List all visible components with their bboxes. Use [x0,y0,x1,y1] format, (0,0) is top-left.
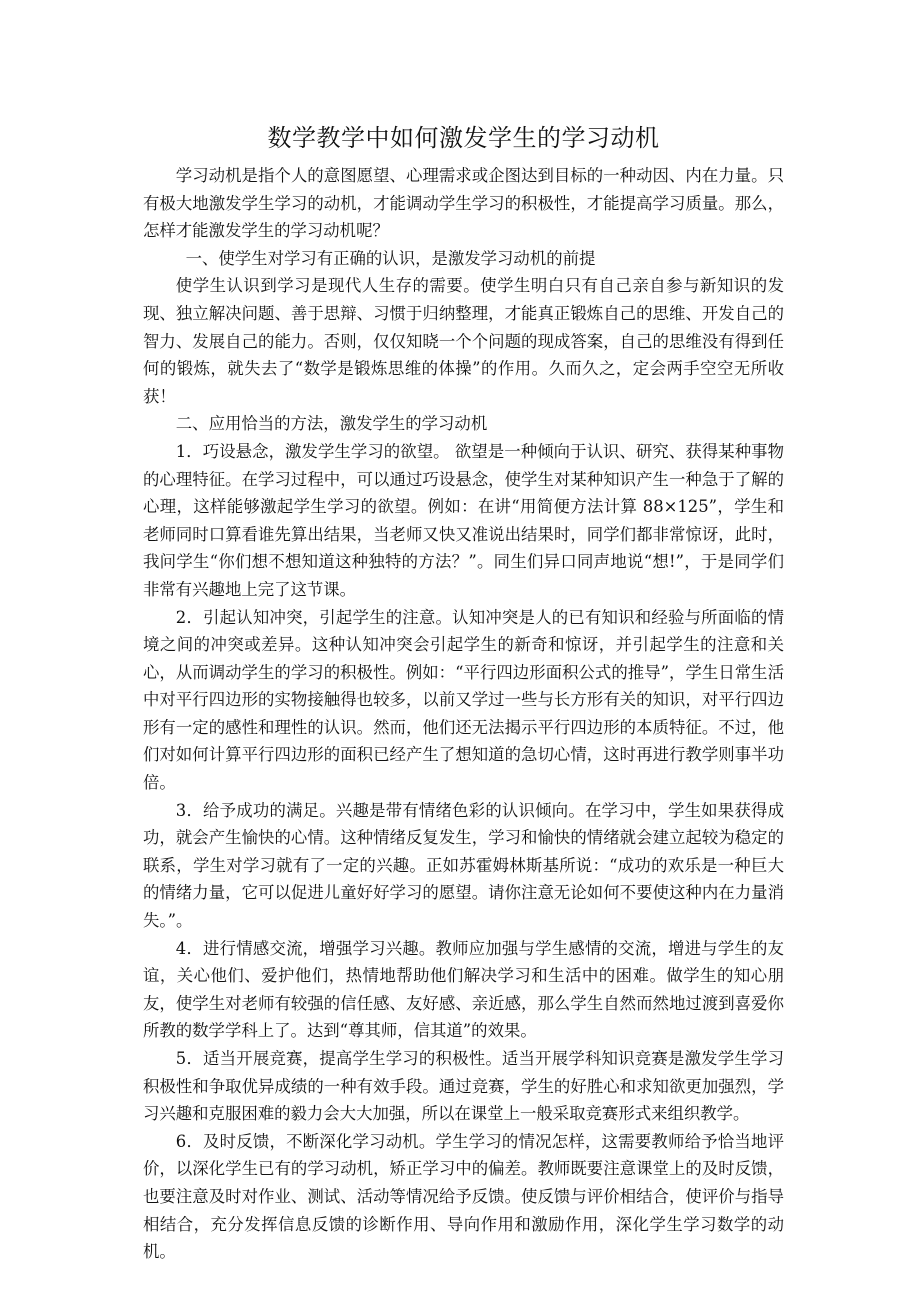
item-3-paragraph: 3．给予成功的满足。兴趣是带有情绪色彩的认识倾向。在学习中，学生如果获得成功，就会产生愉快的心情。这种情绪反复发生，学习和愉快的情绪就会建立起较为稳定的联系，学生对学习就有了一定的兴趣。正如苏霍姆林斯基所说：“成功的欢乐是一种巨大的情绪力量，它可以促进儿童好好学习的愿望。请你注意无论如何不要使这种内在力量消失。”。 [143,800,784,931]
item-2-paragraph: 2．引起认知冲突，引起学生的注意。认知冲突是人的已有知识和经验与所面临的情境之间的冲突或差异。这种认知冲突会引起学生的新奇和惊讶，并引起学生的注意和关心，从而调动学生的学习的积极性。例如：“平行四边形面积公式的推导”，学生日常生活中对平行四边形的实物接触得也较多，以前又学过一些与长方形有关的知识，对平行四边形有一定的感性和理性的认识。然而，他们还无法揭示平行四边形的本质特征。不过，他们对如何计算平行四边形的面积已经产生了想知道的急切心情，这时再进行教学则事半功倍。 [143,607,784,793]
item-6-paragraph: 6．及时反馈，不断深化学习动机。学生学习的情况怎样，这需要教师给予恰当地评价，以深化学生已有的学习动机，矫正学习中的偏差。教师既要注意课堂上的及时反馈，也要注意及时对作业、测试、活动等情况给予反馈。使反馈与评价相结合，使评价与指导相结合，充分发挥信息反馈的诊断作用、导向作用和激励作用，深化学生学习数学的动机。 [143,1131,784,1262]
section-2-heading: 二、应用恰当的方法，激发学生的学习动机 [175,414,488,434]
section-1-heading: 一、使学生对学习有正确的认识，是激发学习动机的前提 [185,248,596,268]
document-body [143,118,784,1266]
document-title: 数学教学中如何激发学生的学习动机 [267,124,660,152]
intro-paragraph: 学习动机是指个人的意图愿望、心理需求或企图达到目标的一种动因、内在力量。只有极大地激发学生学习的动机，才能调动学生学习的积极性，才能提高学习质量。那么，怎样才能激发学生的学习动机呢？ [143,166,784,241]
item-4-paragraph: 4．进行情感交流，增强学习兴趣。教师应加强与学生感情的交流，增进与学生的友谊，关心他们、爱护他们，热情地帮助他们解决学习和生活中的困难。做学生的知心朋友，使学生对老师有较强的信任感、友好感、亲近感，那么学生自然而然地过渡到喜爱你所教的数学学科上了。达到“尊其师，信其道”的效果。 [143,938,784,1041]
item-1-paragraph: 1．巧设悬念，激发学生学习的欲望。 欲望是一种倾向于认识、研究、获得某种事物的心理特征。在学习过程中，可以通过巧设悬念，使学生对某种知识产生一种急于了解的心理，这样能够激起学生学习的欲望。例如：在讲“用简便方法计算 88×125”，学生和老师同时口算看谁先算出结果，当老师又快又准说出结果时，同学们都非常惊讶，此时，我问学生“你们想不想知道这种独特的方法？”。同生们异口同声地说“想!”，于是同学们非常有兴趣地上完了这节课。 [143,441,784,599]
section-1-body: 使学生认识到学习是现代人生存的需要。使学生明白只有自己亲自参与新知识的发现、独立解决问题、善于思辩、习惯于归纳整理，才能真正锻炼自己的思维、开发自己的智力、发展自己的能力。否则，仅仅知晓一个个问题的现成答案，自己的思维没有得到任何的锻炼，就失去了“数学是锻炼思维的体操”的作用。久而久之，定会两手空空无所收获！ [143,276,784,406]
item-5-paragraph: 5．适当开展竞赛，提高学生学习的积极性。适当开展学科知识竞赛是激发学生学习积极性和争取优异成绩的一种有效手段。通过竞赛，学生的好胜心和求知欲更加强烈，学习兴趣和克服困难的毅力会大大加强，所以在课堂上一般采取竞赛形式来组织教学。 [143,1049,784,1124]
